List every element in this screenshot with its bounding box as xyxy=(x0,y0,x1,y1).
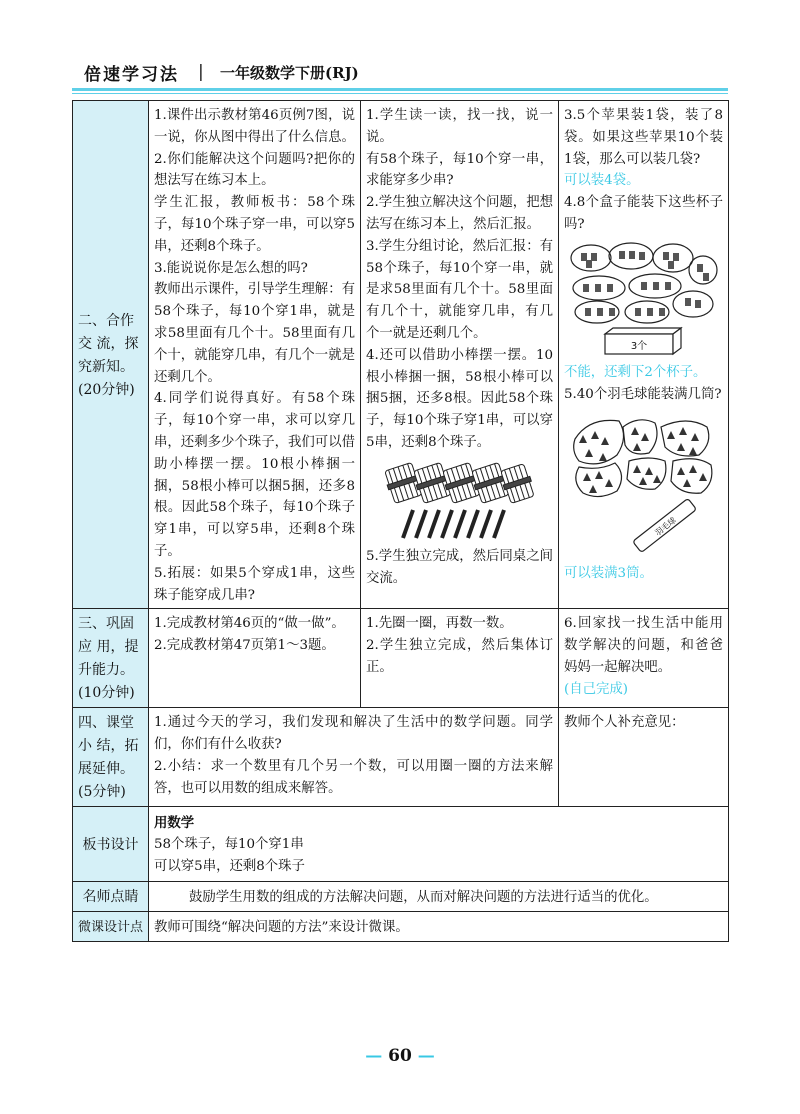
text-para: 教师出示课件，引导学生理解：有58个珠子，每10个穿1串，就是求58里面有几个十。58里面有几个十，就能穿几串，有几个一就是还剩几个。 xyxy=(154,282,355,385)
label-line: 小 结，拓 xyxy=(78,738,139,755)
text-para: 2.小结：求一个数里有几个另一个数，可以用圈一圈的方法来解答，也可以用数的组成来解答。 xyxy=(154,758,553,796)
board-label: 板书设计 xyxy=(73,807,149,882)
tips-text xyxy=(149,882,729,912)
teacher-activity xyxy=(149,101,361,609)
page-header xyxy=(84,58,724,88)
section-label xyxy=(73,609,149,708)
footer-dash: — xyxy=(417,1046,435,1066)
exercise-4: 4.8个盒子能装下这些杯子吗? xyxy=(564,195,723,232)
text-para: 学生汇报，教师板书：58个珠子，每10个珠子穿一串，可以穿5串，还剩8个珠子。 xyxy=(154,195,355,254)
text-para: 1.先圈一圈，再数一数。 xyxy=(366,616,513,632)
exercise-6: 6.回家找一找生活中能用数学解决的问题，和爸爸妈妈一起解决吧。 xyxy=(564,616,723,675)
shuttlecocks-illustration xyxy=(569,409,719,559)
text-para: 3.能说说你是怎么想的吗? xyxy=(154,260,308,276)
page-number-value: 60 xyxy=(388,1046,412,1066)
text-para: 1.完成教材第46页的“做一做”。 xyxy=(154,616,345,632)
board-design xyxy=(149,807,729,882)
text-para: 3.学生分组讨论，然后汇报：有58个珠子，每10个穿一串，就是求58里面有几个十。58里面有几个十，就能穿几串，有几个一就是还剩几个。 xyxy=(366,238,553,341)
section-label xyxy=(73,101,149,609)
label-line: 究新知。 xyxy=(78,358,134,375)
text-para: 4.还可以借助小棒摆一摆。10根小棒捆一捆，58根小棒可以捆5捆，还多8根。因此58个珠子，每10个珠子穿1串，可以穿5串，还剩8个珠子。 xyxy=(366,347,553,450)
row-board xyxy=(73,807,729,882)
text-para: 鼓励学生用数的组成的方法解决问题，从而对解决问题的方法进行适当的优化。 xyxy=(189,889,658,905)
label-line: 三、巩固 xyxy=(78,616,134,633)
board-line: 可以穿5串，还剩8个珠子 xyxy=(154,859,305,875)
answer-3: 可以装4袋。 xyxy=(564,173,640,189)
answer-4: 不能，还剩下2个杯子。 xyxy=(564,364,707,380)
board-title: 用数学 xyxy=(154,814,195,831)
section-label xyxy=(73,708,149,807)
label-line: 展延伸。 xyxy=(78,761,134,778)
text-para: 1.通过今天的学习，我们发现和解决了生活中的数学问题。同学们，你们有什么收获? xyxy=(154,715,553,753)
box-label: 3个 xyxy=(630,340,647,352)
page-number xyxy=(0,1046,800,1066)
text-para: 有58个珠子，每10个穿一串，求能穿多少串? xyxy=(366,151,553,189)
lesson-table xyxy=(72,100,729,942)
text-para: 2.学生独立解决这个问题，把想法写在练习本上，然后汇报。 xyxy=(366,195,553,232)
label-line: 升能力。 xyxy=(78,662,134,679)
board-line: 58个珠子，每10个穿1串 xyxy=(154,837,304,853)
exercise-column xyxy=(559,101,729,609)
brand-title: 倍速学习法 xyxy=(84,65,179,85)
label-line: 交 流，探 xyxy=(78,335,139,352)
student-activity xyxy=(361,101,559,609)
label-line: 应 用，提 xyxy=(78,639,139,656)
notes-label: 教师个人补充意见： xyxy=(564,715,685,731)
exercise-5: 5.40个羽毛球能装满几筒? xyxy=(564,386,722,402)
text-para: 1.学生读一读，找一找，说一说。 xyxy=(366,108,553,145)
tube-label: 羽毛球 xyxy=(652,516,678,538)
text-para: 教师可围绕“解决问题的方法”来设计微课。 xyxy=(154,919,409,935)
label-line: 二、合作 xyxy=(78,312,134,329)
row-consolidate xyxy=(73,609,729,708)
cups-and-boxes-illustration xyxy=(569,240,719,358)
text-para: 2.完成教材第47页第1～3题。 xyxy=(154,638,335,654)
book-subtitle: 一年级数学下册(RJ) xyxy=(220,64,359,82)
header-separator: | xyxy=(198,62,204,82)
exercise-column xyxy=(559,609,729,708)
row-cooperate xyxy=(73,101,729,609)
row-micro xyxy=(73,912,729,942)
row-tips xyxy=(73,882,729,912)
row-summary xyxy=(73,708,729,807)
summary-content xyxy=(149,708,559,807)
text-para: 4.同学们说得真好。有58个珠子，每10个穿一串，求可以穿几串，还剩多少个珠子，我们可以借助小棒摆一摆。10根小棒捆一捆，58根小棒可以捆5捆，还多8根。因此58个珠子，每10个珠子穿1串，可以穿5串，还剩8个珠子。 xyxy=(154,391,355,559)
sticks-bundles-illustration xyxy=(385,458,535,542)
answer-5: 可以装满3筒。 xyxy=(564,566,653,582)
text-para: 5.拓展：如果5个穿成1串，这些珠子能穿成几串? xyxy=(154,565,355,603)
footer-dash: — xyxy=(365,1046,383,1066)
text-para: 2.学生独立完成，然后集体订正。 xyxy=(366,638,553,675)
exercise-3: 3.5个苹果装1袋，装了8袋。如果这些苹果10个装1袋，那么可以装几袋? xyxy=(564,108,723,167)
teacher-activity xyxy=(149,609,361,708)
header-rule xyxy=(72,88,728,91)
tips-label: 名师点睛 xyxy=(73,882,149,912)
label-line: (10分钟) xyxy=(78,685,135,702)
micro-label: 微课设计点 xyxy=(73,912,149,942)
label-line: (20分钟) xyxy=(78,381,135,398)
text-para: 2.你们能解决这个问题吗?把你的想法写在练习本上。 xyxy=(154,151,355,189)
label-line: (5分钟) xyxy=(78,784,126,801)
header-rule-thin xyxy=(72,93,728,94)
student-activity xyxy=(361,609,559,708)
answer-6: (自己完成) xyxy=(564,681,629,697)
text-para: 1.课件出示教材第46页例7图，说一说，你从图中得出了什么信息。 xyxy=(154,108,355,145)
label-line: 四、课堂 xyxy=(78,715,134,732)
text-para: 5.学生独立完成，然后同桌之间交流。 xyxy=(366,548,553,586)
micro-text xyxy=(149,912,729,942)
teacher-notes xyxy=(559,708,729,807)
